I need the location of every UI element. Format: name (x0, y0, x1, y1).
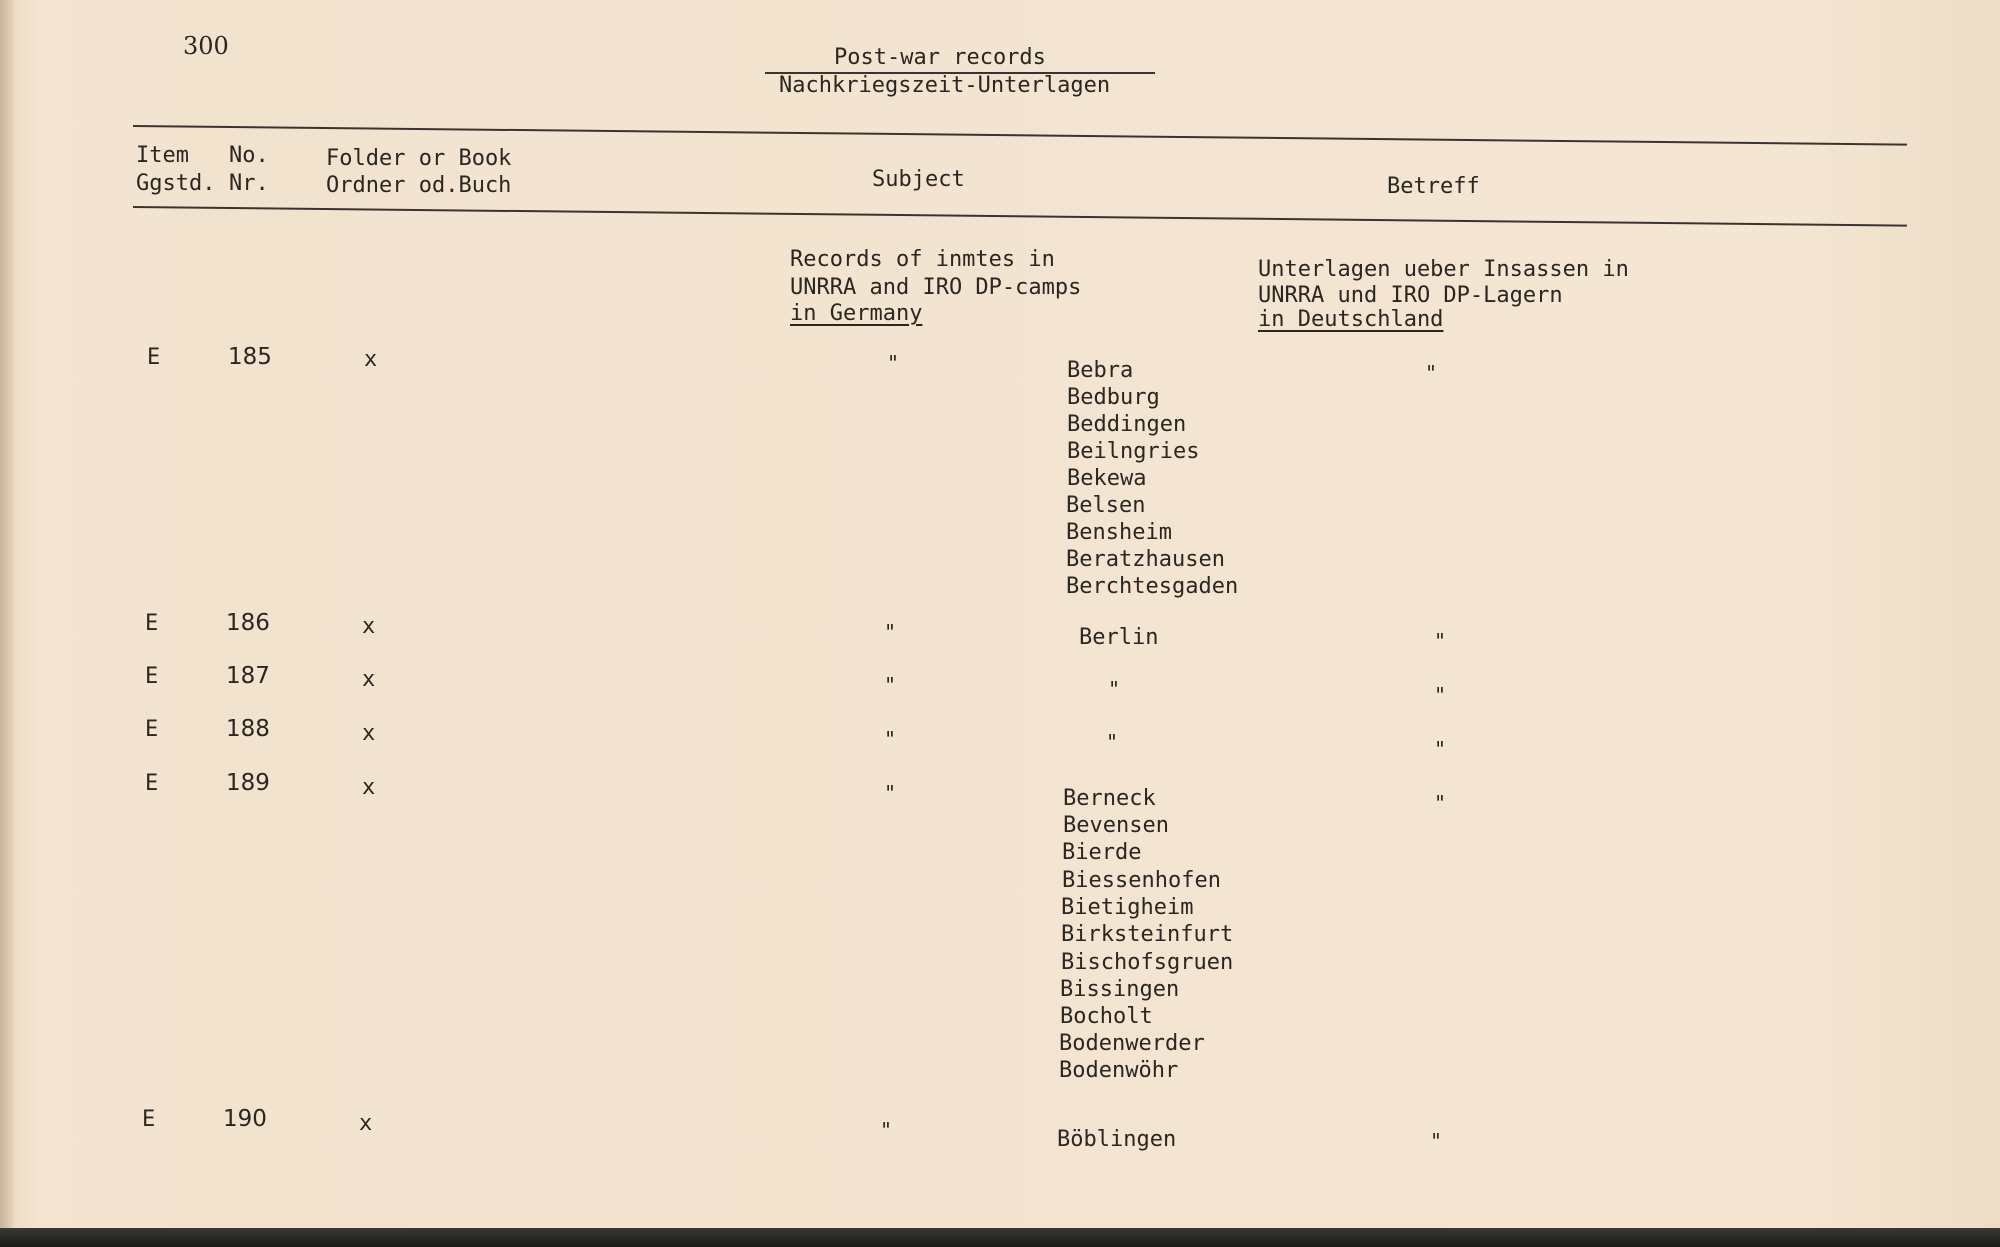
folder-mark: x (362, 775, 376, 800)
page-binding-edge (0, 0, 14, 1235)
place-name: Bissingen (1060, 977, 1180, 1002)
number-cell: 189 (226, 770, 270, 796)
subject-ditto: " (880, 1118, 893, 1142)
place-name: Beddingen (1067, 412, 1187, 437)
place-name: Bebra (1067, 358, 1134, 383)
betreff-ditto: " (1434, 737, 1447, 761)
folder-mark: x (362, 721, 376, 746)
item-cell: E (145, 771, 159, 796)
subject-ditto: " (884, 727, 897, 751)
place-name: Berneck (1063, 786, 1156, 811)
page-bottom-edge (0, 1228, 2000, 1247)
intro-betreff-line-2: UNRRA und IRO DP-Lagern (1258, 283, 1563, 308)
betreff-ditto: " (1430, 1129, 1443, 1153)
place-name: Birksteinfurt (1061, 922, 1234, 947)
place-name: Beilngries (1067, 439, 1200, 464)
header-top-rule (133, 125, 1907, 146)
betreff-ditto: " (1425, 361, 1438, 385)
number-cell: 187 (226, 663, 270, 689)
place-name: Berchtesgaden (1066, 574, 1239, 599)
place-name: Berlin (1079, 625, 1159, 650)
title-german: Nachkriegszeit-Unterlagen (779, 73, 1111, 98)
intro-betreff-line-1: Unterlagen ueber Insassen in (1258, 257, 1629, 282)
subject-ditto: " (884, 673, 897, 697)
number-cell: 188 (226, 716, 270, 742)
place-name: Belsen (1066, 493, 1146, 518)
page-number: 300 (183, 32, 229, 60)
subject-ditto: " (884, 781, 897, 805)
intro-subject-line-1: Records of inmtes in (790, 247, 1055, 272)
header-bottom-rule (133, 206, 1907, 227)
header-no-de: Nr. (229, 171, 269, 196)
folder-mark: x (362, 667, 376, 692)
place-name: Bocholt (1060, 1004, 1153, 1029)
folder-mark: x (359, 1111, 373, 1136)
place-name: Bodenwöhr (1059, 1058, 1179, 1083)
header-folder-en: Folder or Book (326, 146, 512, 171)
item-cell: E (145, 611, 159, 636)
title-english: Post-war records (834, 45, 1046, 70)
place-name: Bischofsgruen (1061, 950, 1234, 975)
number-cell: 185 (228, 344, 272, 370)
intro-subject-line-3: in Germany (790, 301, 923, 326)
place-name: Bensheim (1066, 520, 1172, 545)
intro-subject-line-2: UNRRA and IRO DP-camps (790, 275, 1082, 300)
header-subject: Subject (872, 167, 965, 192)
folder-mark: x (362, 614, 376, 639)
place-name: Böblingen (1057, 1127, 1177, 1152)
place-name: Bodenwerder (1059, 1031, 1205, 1056)
item-cell: E (145, 664, 159, 689)
header-no-en: No. (229, 143, 269, 168)
header-folder-de: Ordner od.Buch (326, 173, 512, 198)
betreff-ditto: " (1434, 629, 1447, 653)
betreff-ditto: " (1434, 683, 1447, 707)
item-cell: E (142, 1107, 156, 1132)
item-cell: E (145, 717, 159, 742)
number-cell: 190 (223, 1106, 267, 1132)
subject-ditto: " (887, 351, 900, 375)
place-name: Beratzhausen (1066, 547, 1225, 572)
place-name: Bietigheim (1061, 895, 1194, 920)
place-name: Biessenhofen (1062, 868, 1221, 893)
item-cell: E (147, 345, 161, 370)
place-name: Bekewa (1067, 466, 1147, 491)
intro-betreff-line-3: in Deutschland (1258, 307, 1444, 332)
header-item-en: Item (136, 143, 189, 168)
betreff-ditto: " (1434, 791, 1447, 815)
number-cell: 186 (226, 610, 270, 636)
header-item-de: Ggstd. (136, 171, 216, 196)
place-ditto: " (1108, 677, 1121, 701)
folder-mark: x (364, 347, 378, 372)
header-betreff: Betreff (1387, 174, 1480, 199)
place-name: Bevensen (1063, 813, 1169, 838)
place-ditto: " (1106, 730, 1119, 754)
place-name: Bierde (1062, 840, 1142, 865)
place-name: Bedburg (1067, 385, 1160, 410)
subject-ditto: " (884, 620, 897, 644)
